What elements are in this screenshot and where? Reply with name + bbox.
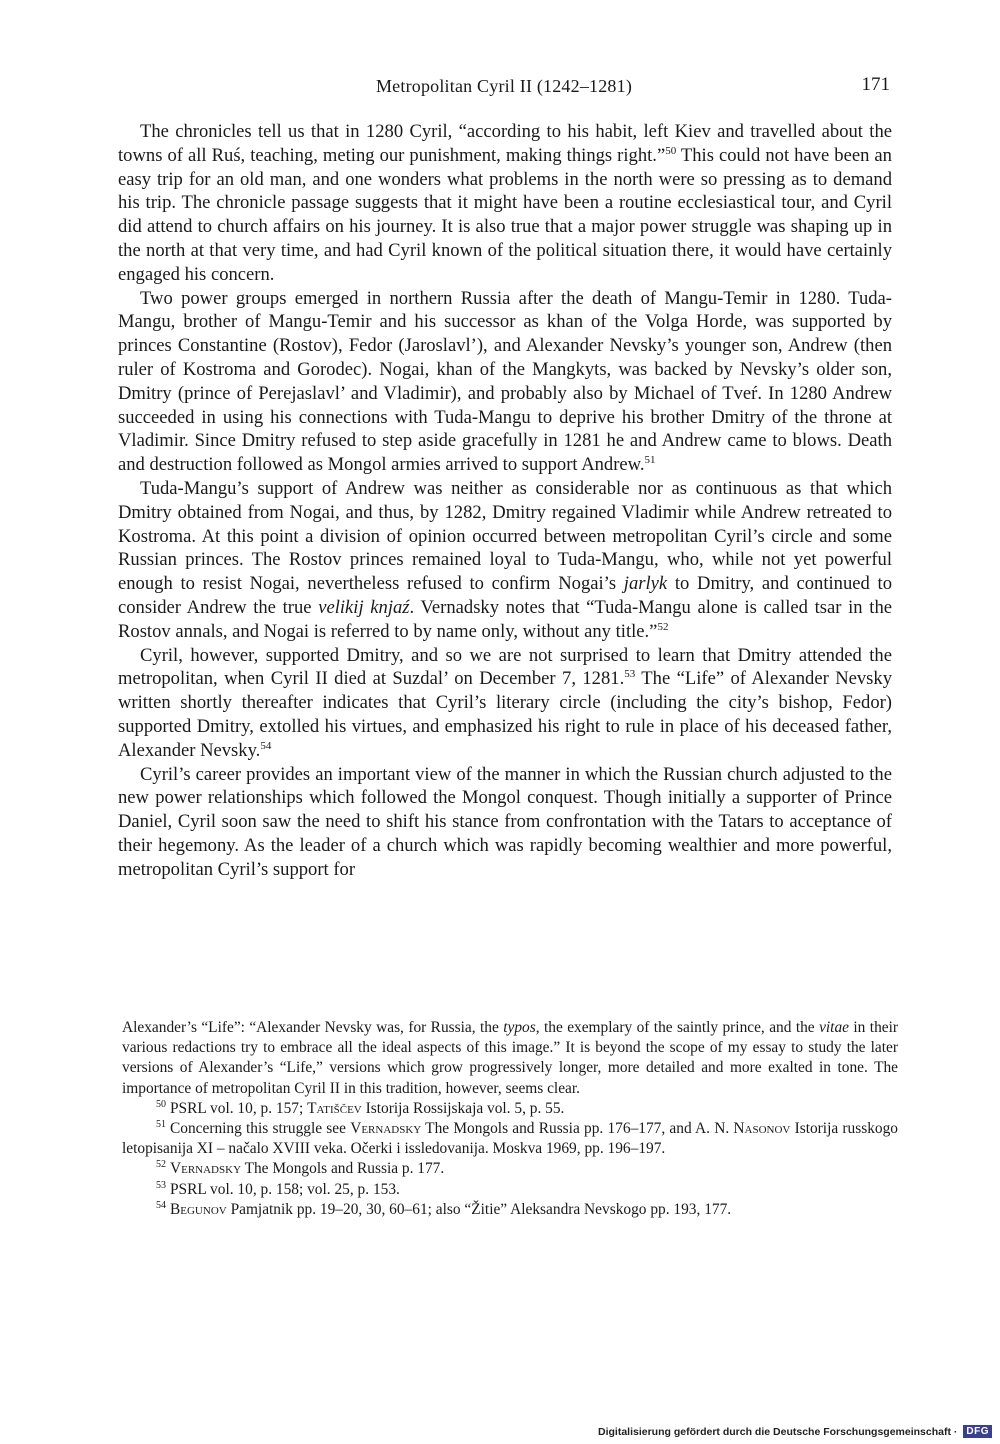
footnote-51: $^{51}$ Concerning this struggle see Vernadsky The Mongols and Russia pp. 176–177, and A. N. Nasonov Istorija russkogo letopisanija XI – načalo XVIII veka. Očerki i issledovanija. Moskva 1969, pp. 196–197. (122, 1118, 898, 1158)
credit-text: Digitalisierung gefördert durch die Deutsche Forschungsgemeinschaft · (598, 1425, 958, 1438)
footnote-ref[interactable]: 52 (657, 620, 669, 633)
paragraph: Cyril’s career provides an important view of the manner in which the Russian church adjusted to the new power relationships which followed the Mongol conquest. Though initially a supporter of Prince Daniel, Cyril soon saw the need to shift his stance from confrontation with the Tatars to acceptance of their hegemony. As the leader of a church which was rapidly becoming wealthier and more powerful, metropolitan Cyril’s support for (118, 763, 892, 880)
footnote-ref[interactable]: 53 (624, 668, 636, 681)
paragraph: The chronicles tell us that in 1280 Cyril, “according to his habit, left Kiev and travelled about the towns of all Ruś, teaching, meting our punishment, making things right.”$^{50}$ This could not have been an easy trip for an old man, and one wonders what problems in the north were so pressing as to demand his trip. The chronicle passage suggests that it might have been a routine ecclesiastical tour, and Cyril did attend to church affairs on his journey. It is also true that a major power struggle was shaping up in the north at that very time, and had Cyril known of the political situation there, it would have certainly engaged his concern. (118, 121, 892, 285)
paragraph: Tuda-Mangu’s support of Andrew was neither as considerable nor as continuous as that which Dmitry obtained from Nogai, and thus, by 1282, Dmitry regained Vladimir while Andrew retreated to Kostroma. At this point a division of opinion occurred between metropolitan Cyril’s circle and some Russian princes. The Rostov princes remained loyal to Tuda-Mangu, who, while not yet powerful enough to resist Nogai, nevertheless refused to confirm Nogai’s jarlyk to Dmitry, and continued to consider Andrew the true velikij knjaź. Vernadsky notes that “Tuda-Mangu alone is called tsar in the Rostov annals, and Nogai is referred to by name only, without any title.”$^{52}$ (118, 477, 892, 642)
footnote-54: $^{54}$ Begunov Pamjatnik pp. 19–20, 30, 60–61; also “Žitie” Aleksandra Nevskogo pp. 193, 177. (156, 1199, 732, 1218)
footnote-ref[interactable]: 54 (260, 739, 272, 752)
footnote-continued: Alexander’s “Life”: “Alexander Nevsky was, for Russia, the typos, the exemplary of the saintly prince, and the vitae in their various redactions try to embrace all the ideal aspects of this image.” It is beyond the scope of my essay to study the later versions of Alexander’s “Life,” versions which grow progressively longer, more detailed and more exalted in tone. The importance of metropolitan Cyril II in this tradition, however, seems clear. (122, 1019, 898, 1097)
page-number: 171 (861, 74, 890, 95)
dfg-logo: DFG (963, 1425, 992, 1438)
page-header (118, 76, 890, 102)
paragraph: Cyril, however, supported Dmitry, and so we are not surprised to learn that Dmitry attended the metropolitan, when Cyril II died at Suzdal’ on December 7, 1281.53 The “Life” of Alexander Nevsky written shortly thereafter indicates that Cyril’s literary circle (including the city’s bishop, Fedor) supported Dmitry, extolled his virtues, and emphasized his right to rule in place of his deceased father, Alexander Nevsky.$^{54}$ (118, 644, 892, 761)
footnotes (122, 1018, 898, 1220)
running-title: Metropolitan Cyril II (1242–1281) (375, 76, 633, 96)
paragraph: Two power groups emerged in northern Russia after the death of Mangu-Temir in 1280. Tuda-Mangu, brother of Mangu-Temir and his successor as khan of the Volga Horde, was supported by princes Constantine (Rostov), Fedor (Jaroslavl’), and Alexander Nevsky’s younger son, Andrew (then ruler of Kostroma and Gorodec). Nogai, khan of the Mangkyts, was backed by Nevsky’s older son, Dmitry (prince of Perejaslavl’ and Vladimir), and probably also by Michael of Tveŕ. In 1280 Andrew succeeded in using his connections with Tuda-Mangu to deprive his brother Dmitry of the throne at Vladimir. Since Dmitry refused to step aside gracefully in 1281 he and Andrew came to blows. Death and destruction followed as Mongol armies arrived to support Andrew.$^{51}$ (118, 287, 892, 476)
footnote-ref[interactable]: 50 (665, 144, 677, 157)
footnote-ref[interactable]: 51 (644, 453, 656, 466)
digitization-credit (598, 1425, 992, 1438)
body-text (118, 120, 892, 882)
footnote-52: $^{52}$ Vernadsky The Mongols and Russia p. 177. (156, 1159, 445, 1178)
footnote-50: $^{50}$ PSRL vol. 10, p. 157; Tatiščev Istorija Rossijskaja vol. 5, p. 55. (156, 1098, 565, 1117)
footnote-53: $^{53}$ PSRL vol. 10, p. 158; vol. 25, p. 153. (156, 1179, 400, 1198)
